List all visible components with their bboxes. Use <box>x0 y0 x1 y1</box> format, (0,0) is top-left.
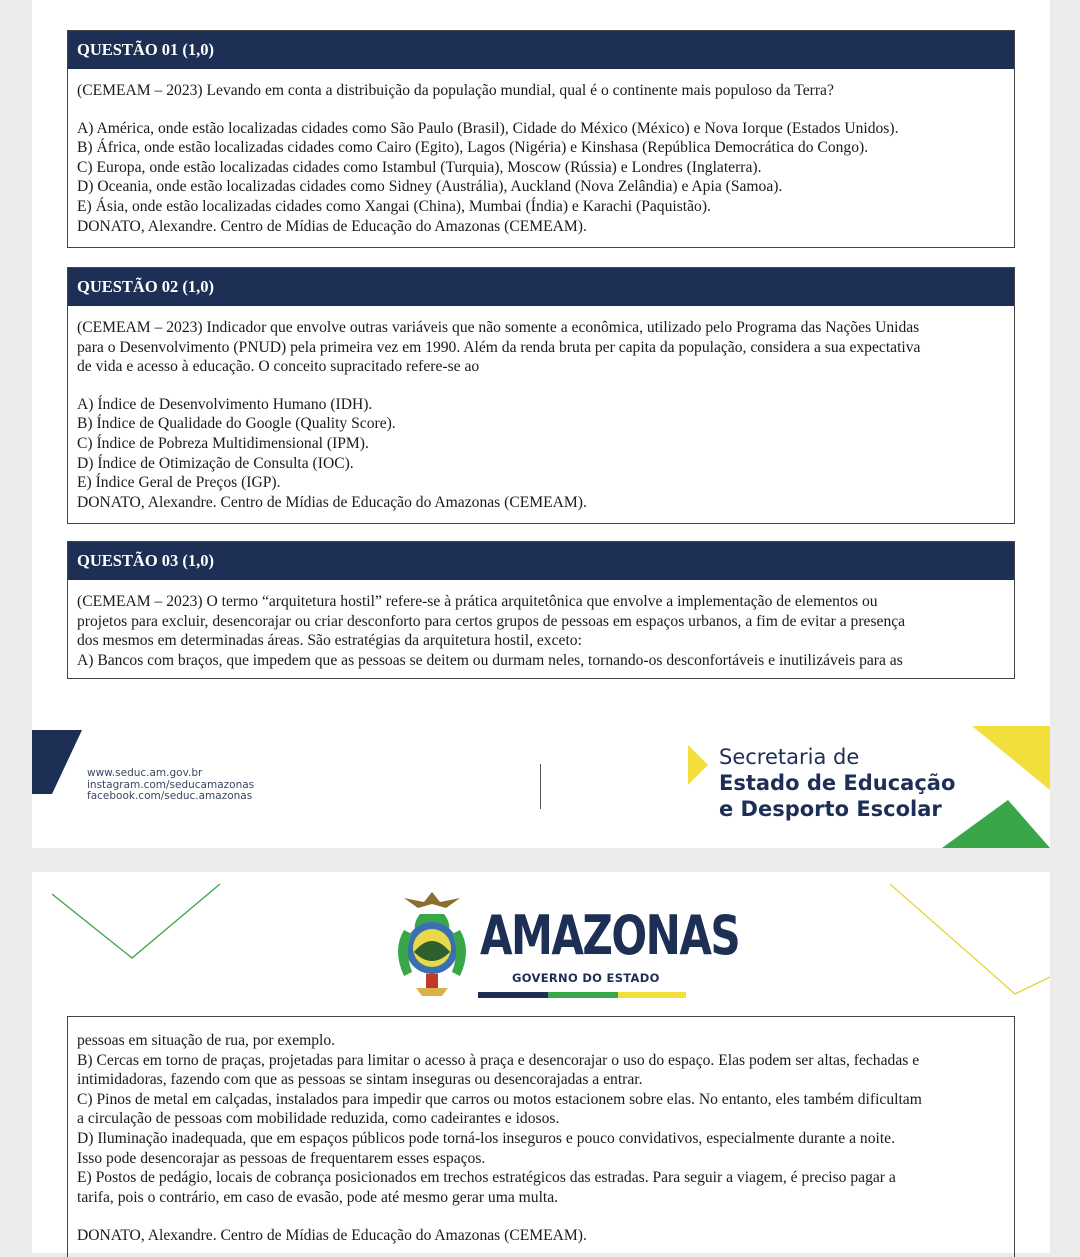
question-1 <box>67 30 1015 248</box>
secretaria-line-3: e Desporto Escolar <box>719 797 942 821</box>
stem-line: para o Desenvolvimento (PNUD) pela primeira vez em 1990. Além da renda bruta per capita da população, considera a sua expectativa <box>77 338 921 356</box>
color-bar-navy <box>478 992 548 998</box>
amazonas-coat-of-arms-icon <box>390 890 474 998</box>
question-2-source: DONATO, Alexandre. Centro de Mídias de Educação do Amazonas (CEMEAM). <box>77 493 587 511</box>
option-d: D) Oceania, onde estão localizadas cidades como Sidney (Austrália), Auckland (Nova Zelândia) e Apia (Samoa). <box>77 178 783 196</box>
question-2-header: QUESTÃO 02 (1,0) <box>68 268 1014 306</box>
continuation-line: tarifa, pois o contrário, em caso de evasão, pode até mesmo gerar uma multa. <box>77 1188 559 1206</box>
option-e: E) Ásia, onde estão localizadas cidades como Xangai (China), Mumbai (Índia) e Karachi (Paquistão). <box>77 197 711 215</box>
facebook-link[interactable]: facebook.com/seduc.amazonas <box>87 790 253 802</box>
color-bar-yellow <box>618 992 686 998</box>
footer-links <box>87 768 254 803</box>
question-3-continuation <box>67 1016 1015 1257</box>
green-corner-shape <box>942 800 1050 848</box>
continuation-line: B) Cercas em torno de praças, projetadas para limitar o acesso à praça e desencorajar o uso do espaço. Elas podem ser altas, fechadas e <box>77 1051 920 1069</box>
green-line-decoration <box>52 882 222 962</box>
footer-divider <box>540 764 541 809</box>
continuation-line: D) Iluminação inadequada, que em espaços públicos pode torná-los inseguros e pouco convidativos, especialmente durante a noite. <box>77 1129 895 1147</box>
continuation-line: intimidadoras, fazendo com que as pessoas se sintam inseguras ou desencorajadas a entrar. <box>77 1071 643 1089</box>
option-e: E) Índice Geral de Preços (IGP). <box>77 474 281 492</box>
secretaria-logo-mark <box>688 745 708 785</box>
instagram-link[interactable]: instagram.com/seducamazonas <box>87 778 255 791</box>
stem-line: de vida e acesso à educação. O conceito supracitado refere-se ao <box>77 358 480 376</box>
option-a: A) Índice de Desenvolvimento Humano (IDH). <box>77 395 373 413</box>
question-2 <box>67 267 1015 524</box>
governo-subtitle: GOVERNO DO ESTADO <box>512 971 660 985</box>
continuation-line: E) Postos de pedágio, locais de cobrança posicionados em trechos estratégicos das estradas. Para seguir a viagem, é preciso pagar a <box>77 1169 896 1187</box>
option-c: C) Europa, onde estão localizadas cidades como Istambul (Turquia), Moscow (Rússia) e Londres (Inglaterra). <box>77 158 762 176</box>
page-2 <box>32 872 1050 1253</box>
option-b: B) Índice de Qualidade do Google (Quality Score). <box>77 415 396 433</box>
stem-line: (CEMEAM – 2023) Indicador que envolve outras variáveis que não somente a econômica, utilizado pelo Programa das Nações Unidas <box>77 319 920 336</box>
option-a: A) Bancos com braços, que impedem que as pessoas se deitem ou durmam neles, tornando-os desconfortáveis e inutilizáveis para as <box>77 651 903 669</box>
secretaria-logo <box>719 745 955 822</box>
question-3 <box>67 541 1015 679</box>
website-link[interactable]: www.seduc.am.gov.br <box>87 767 203 779</box>
continuation-line: a circulação de pessoas com mobilidade reduzida, como cadeirantes e idosos. <box>77 1110 560 1128</box>
question-3-source: DONATO, Alexandre. Centro de Mídias de Educação do Amazonas (CEMEAM). <box>77 1227 587 1245</box>
option-b: B) África, onde estão localizadas cidades como Cairo (Egito), Lagos (Nigéria) e Kinshasa (República Democrática do Congo). <box>77 139 869 157</box>
question-1-header: QUESTÃO 01 (1,0) <box>68 31 1014 69</box>
color-bar-green <box>548 992 618 998</box>
question-1-options <box>77 119 1006 217</box>
page-1 <box>32 0 1050 848</box>
stem-line: projetos para excluir, desencorajar ou criar desconforto para certos grupos de pessoas em espaços urbanos, a fim de evitar a presença <box>77 612 906 630</box>
secretaria-line-1: Secretaria de <box>719 745 860 769</box>
continuation-line: Isso pode desencorajar as pessoas de frequentarem esses espaços. <box>77 1149 486 1167</box>
option-d: D) Índice de Otimização de Consulta (IOC). <box>77 454 354 472</box>
yellow-line-decoration <box>890 882 1050 997</box>
question-3-stem <box>77 580 1006 651</box>
question-2-stem <box>77 306 1006 377</box>
stem-line: dos mesmos em determinadas áreas. São estratégias da arquitetura hostil, exceto: <box>77 632 582 650</box>
navy-corner-shape <box>32 730 84 796</box>
continuation-line: C) Pinos de metal em calçadas, instalados para impedir que carros ou motos estacionem sobre elas. No entanto, eles também dificultam <box>77 1090 922 1108</box>
yellow-corner-shape <box>972 726 1050 792</box>
question-1-source: DONATO, Alexandre. Centro de Mídias de Educação do Amazonas (CEMEAM). <box>77 217 587 235</box>
secretaria-line-2: Estado de Educação <box>719 771 956 795</box>
question-3-header: QUESTÃO 03 (1,0) <box>68 542 1014 580</box>
amazonas-title: AMAZONAS <box>480 904 740 967</box>
option-c: C) Índice de Pobreza Multidimensional (IPM). <box>77 434 369 452</box>
stem-line: (CEMEAM – 2023) O termo “arquitetura hostil” refere-se à prática arquitetônica que envolve a implementação de elementos ou <box>77 593 878 610</box>
continuation-line: pessoas em situação de rua, por exemplo. <box>77 1032 336 1049</box>
question-2-options <box>77 395 1006 493</box>
option-a: A) América, onde estão localizadas cidades como São Paulo (Brasil), Cidade do México (México) e Nova Iorque (Estados Unidos). <box>77 119 899 137</box>
question-1-stem: (CEMEAM – 2023) Levando em conta a distribuição da população mundial, qual é o continente mais populoso da Terra? <box>77 82 834 99</box>
